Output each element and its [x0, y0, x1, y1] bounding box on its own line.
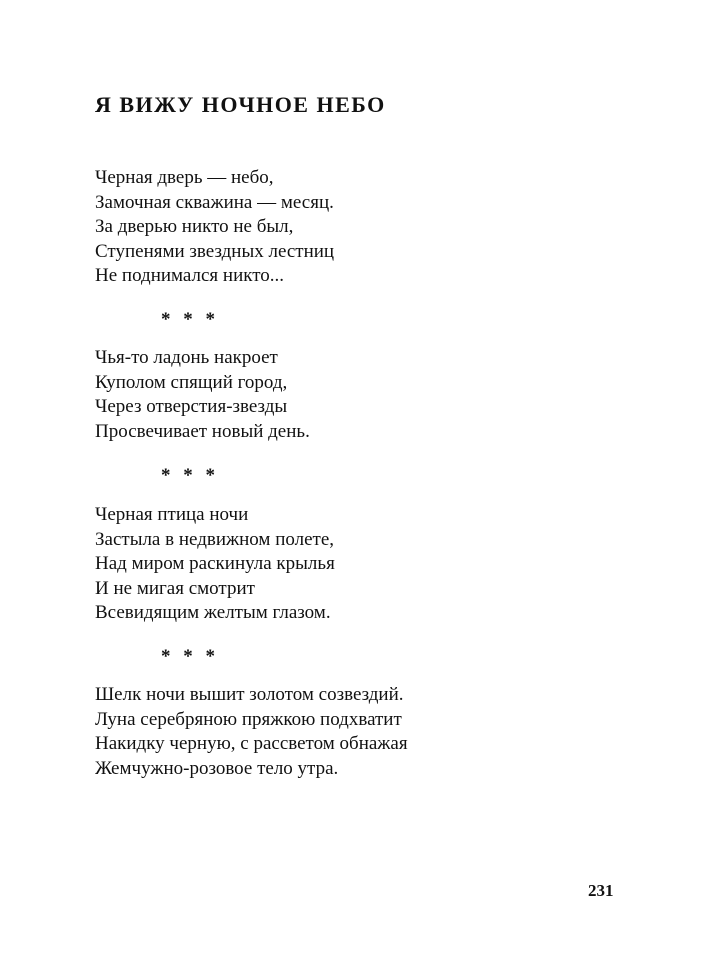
poem-line: Не поднимался никто... [95, 265, 285, 286]
stanza-1 [95, 166, 334, 289]
poem-title: Я ВИЖУ НОЧНОЕ НЕБО [95, 92, 386, 117]
stanza-separator: * * * [161, 646, 219, 667]
poem-line: Всевидящим желтым глазом. [95, 602, 331, 623]
poem-line: Просвечивает новый день. [95, 420, 310, 442]
poem-line: Над миром раскинула крылья [95, 553, 335, 574]
poem-line: Замочная скважина — месяц. [95, 191, 334, 213]
page-number: 231 [588, 881, 614, 900]
poem-line: Луна серебряною пряжкою подхватит [95, 708, 402, 730]
stanza-separator: * * * [161, 309, 219, 330]
poem-line: Шелк ночи вышит золотом созвездий. [95, 684, 404, 705]
stanza-3 [95, 503, 335, 626]
poem-line: Куполом спящий город, [95, 371, 288, 393]
poem-line: Жемчужно-розовое тело утра. [95, 757, 339, 779]
stanza-4 [95, 683, 408, 781]
poem-line: И не мигая смотрит [95, 577, 255, 599]
stanza-separator: * * * [161, 465, 219, 486]
poem-line: Накидку черную, с рассветом обнажая [95, 733, 408, 754]
poem-line: Через отверстия-звезды [95, 396, 288, 417]
stanza-2 [95, 346, 310, 444]
poem-line: Ступенями звездных лестниц [95, 240, 335, 262]
poem-line: Застыла в недвижном полете, [95, 528, 335, 550]
poem-line: Черная птица ночи [95, 504, 249, 525]
poem-line: Черная дверь — небо, [95, 167, 274, 188]
poem-line: Чья-то ладонь накроет [95, 347, 278, 368]
poem-line: За дверью никто не был, [95, 216, 294, 237]
